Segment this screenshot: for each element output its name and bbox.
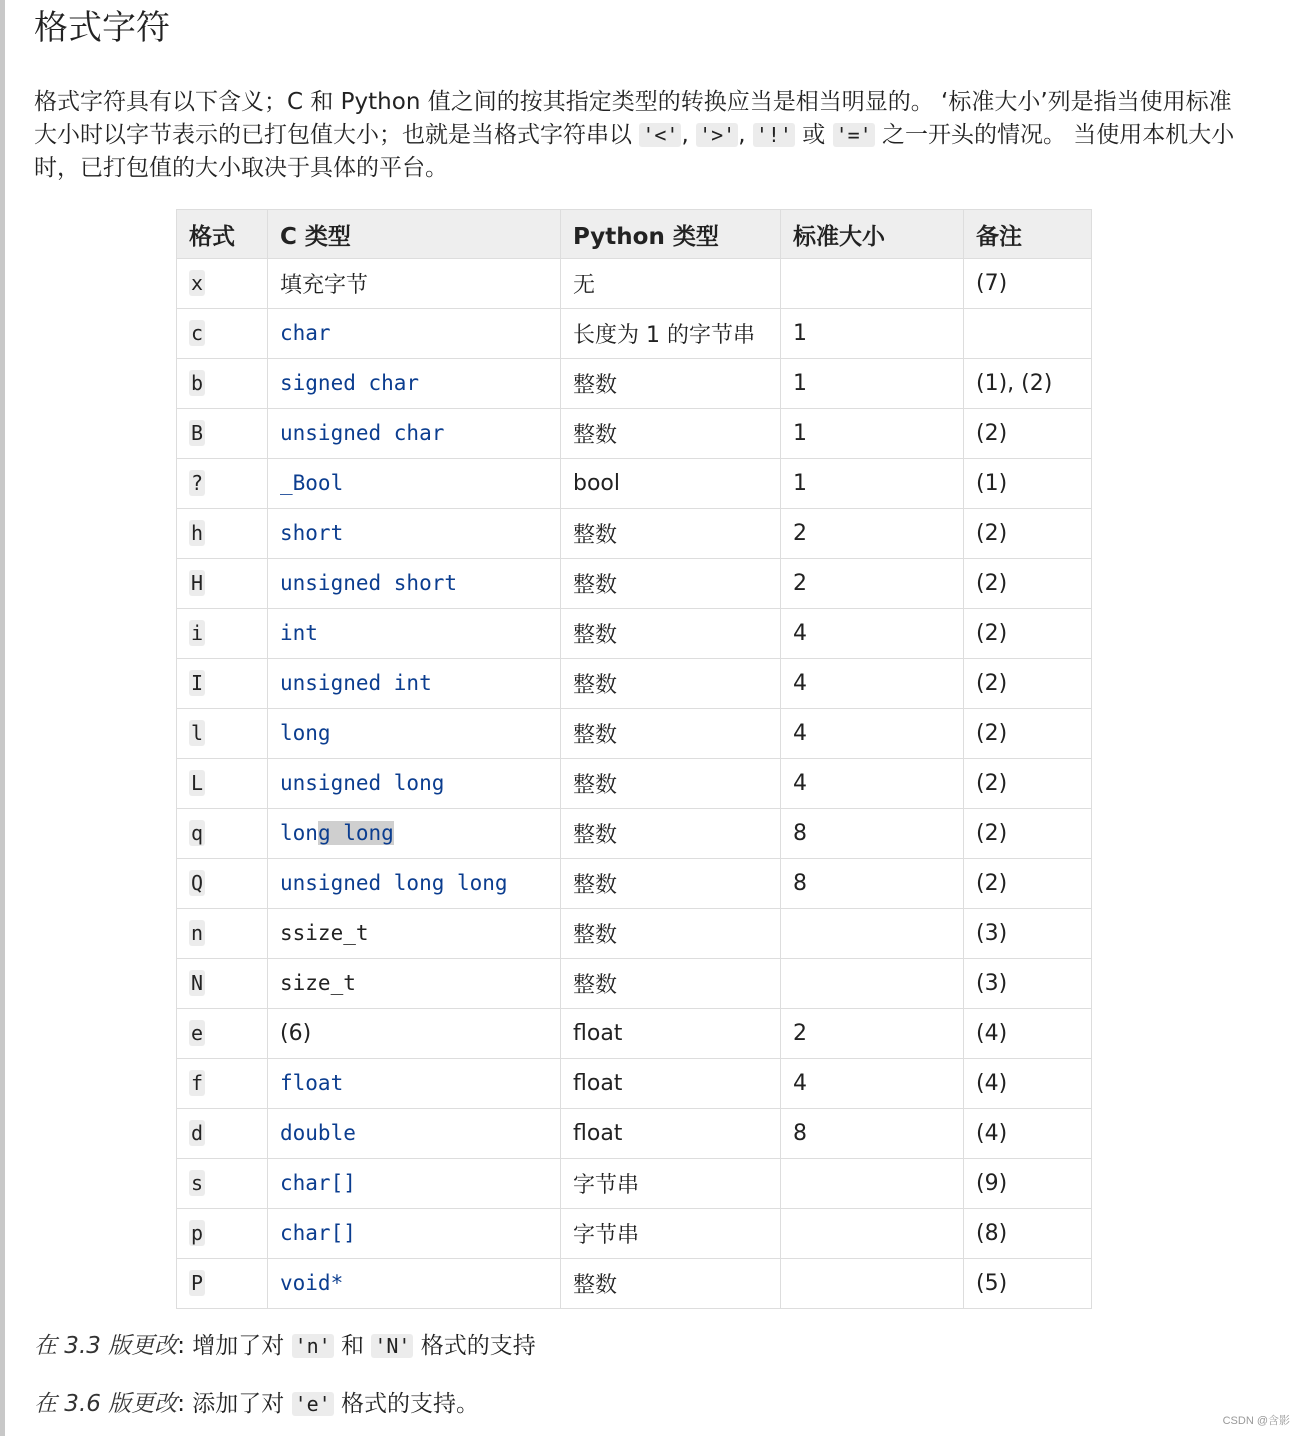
cell-notes: (3) (964, 909, 1092, 959)
c-type-link[interactable]: short (280, 521, 344, 545)
table-row (177, 559, 1092, 609)
change-note-3-3 (34, 1330, 536, 1363)
c-type-link[interactable]: signed char (280, 371, 420, 395)
cell-c-type (268, 1209, 561, 1259)
cell-notes: (2) (964, 859, 1092, 909)
cell-standard-size: 4 (781, 1059, 964, 1109)
format-char-code: H (191, 571, 204, 595)
left-border-bar (0, 0, 5, 1436)
cell-standard-size: 2 (781, 559, 964, 609)
c-type-link[interactable]: _Bool (280, 471, 344, 495)
intro-text-2: 之一开头的情况。 当使用本机大小时，已打包值的大小取决于具体的平台。 (34, 122, 1235, 181)
cell-notes: (2) (964, 759, 1092, 809)
cell-format (177, 459, 268, 509)
cell-c-type (268, 359, 561, 409)
cell-notes: (4) (964, 1009, 1092, 1059)
format-char-code: Q (191, 871, 204, 895)
cell-standard-size: 1 (781, 409, 964, 459)
cell-format (177, 1259, 268, 1309)
cell-format (177, 1109, 268, 1159)
cell-standard-size: 4 (781, 659, 964, 709)
cell-c-type (268, 259, 561, 309)
table-row (177, 1009, 1092, 1059)
c-type-link[interactable]: unsigned char (280, 421, 445, 445)
code-big-endian: '>' (696, 123, 738, 147)
cell-standard-size: 8 (781, 809, 964, 859)
cell-notes: (2) (964, 659, 1092, 709)
cell-standard-size: 4 (781, 709, 964, 759)
table-row (177, 909, 1092, 959)
cell-c-type (268, 909, 561, 959)
cell-python-type: 整数 (561, 559, 781, 609)
intro-text-1: 格式字符具有以下含义；C 和 Python 值之间的按其指定类型的转换应当是相当明显的。 ‘标准大小’列是指当使用标准大小时以字节表示的已打包值大小；也就是当格式字符串以 (34, 89, 1232, 148)
c-type-link[interactable]: char[] (280, 1221, 356, 1245)
cell-format (177, 1009, 268, 1059)
cell-notes: (4) (964, 1059, 1092, 1109)
cell-c-type (268, 409, 561, 459)
format-char-code: b (191, 371, 204, 395)
format-char-code: ? (191, 471, 204, 495)
table-row (177, 759, 1092, 809)
format-char-code: N (191, 971, 204, 995)
cell-python-type: 整数 (561, 409, 781, 459)
table-row (177, 1259, 1092, 1309)
cell-c-type (268, 709, 561, 759)
change-note-3-6 (34, 1388, 479, 1421)
format-char-code: f (191, 1071, 204, 1095)
cell-c-type (268, 1059, 561, 1109)
cell-notes: (1) (964, 459, 1092, 509)
cell-format (177, 859, 268, 909)
cell-standard-size: 1 (781, 359, 964, 409)
cell-c-type (268, 559, 561, 609)
cell-python-type: 字节串 (561, 1209, 781, 1259)
cell-c-type (268, 809, 561, 859)
cell-standard-size: 8 (781, 859, 964, 909)
cell-format (177, 309, 268, 359)
intro-sep-1: , (681, 122, 697, 148)
cell-standard-size: 4 (781, 759, 964, 809)
table-row (177, 1109, 1092, 1159)
code-n: 'n' (292, 1334, 334, 1358)
cell-standard-size (781, 1159, 964, 1209)
c-type-text: size_t (280, 971, 356, 995)
cell-c-type (268, 959, 561, 1009)
cell-python-type: 长度为 1 的字节串 (561, 309, 781, 359)
cell-python-type: 整数 (561, 809, 781, 859)
format-char-code: e (191, 1021, 204, 1045)
table-row (177, 409, 1092, 459)
cell-python-type: 整数 (561, 959, 781, 1009)
cell-format (177, 559, 268, 609)
cell-python-type: 整数 (561, 1259, 781, 1309)
change-text: : 添加了对 (177, 1391, 292, 1417)
change-text-middle: 和 (333, 1333, 372, 1359)
table-row (177, 709, 1092, 759)
c-type-link[interactable]: int (280, 621, 318, 645)
cell-notes: (7) (964, 259, 1092, 309)
format-char-code: p (191, 1221, 204, 1245)
cell-notes: (1), (2) (964, 359, 1092, 409)
c-type-link[interactable]: char[] (280, 1171, 356, 1195)
cell-python-type: 整数 (561, 859, 781, 909)
c-type-link[interactable]: double (280, 1121, 356, 1145)
c-type-text: ssize_t (280, 921, 369, 945)
cell-standard-size: 4 (781, 609, 964, 659)
table-row (177, 509, 1092, 559)
cell-notes: (9) (964, 1159, 1092, 1209)
cell-format (177, 1159, 268, 1209)
cell-notes: (5) (964, 1259, 1092, 1309)
format-char-code: P (191, 1271, 204, 1295)
cell-python-type: 整数 (561, 359, 781, 409)
cell-format (177, 1059, 268, 1109)
format-char-code: L (191, 771, 204, 795)
section-title: 格式字符 (34, 8, 170, 48)
intro-sep-3: 或 (794, 122, 833, 148)
table-header-row (177, 210, 1092, 259)
cell-notes: (2) (964, 609, 1092, 659)
cell-python-type: 整数 (561, 609, 781, 659)
table-row (177, 459, 1092, 509)
c-type-link[interactable]: long (280, 721, 331, 745)
cell-c-type (268, 459, 561, 509)
cell-notes: (2) (964, 409, 1092, 459)
version-changed-label[interactable]: 在 3.6 版更改 (34, 1391, 178, 1417)
c-type-link[interactable]: void* (280, 1271, 344, 1295)
code-N: 'N' (371, 1334, 413, 1358)
cell-notes: (2) (964, 509, 1092, 559)
cell-standard-size (781, 1259, 964, 1309)
cell-format (177, 659, 268, 709)
cell-python-type: 整数 (561, 709, 781, 759)
table-row (177, 609, 1092, 659)
cell-standard-size (781, 959, 964, 1009)
change-text-after: 格式的支持。 (333, 1391, 480, 1417)
cell-python-type: float (561, 1109, 781, 1159)
code-native: '=' (833, 123, 875, 147)
cell-format (177, 1209, 268, 1259)
cell-c-type (268, 609, 561, 659)
cell-python-type: 无 (561, 259, 781, 309)
table-row (177, 859, 1092, 909)
c-type-text: 填充字节 (280, 273, 369, 298)
cell-format (177, 609, 268, 659)
table-row (177, 959, 1092, 1009)
table-row (177, 1209, 1092, 1259)
format-char-code: n (191, 921, 204, 945)
c-type-link[interactable]: float (280, 1071, 344, 1095)
table-row (177, 359, 1092, 409)
cell-notes: (2) (964, 809, 1092, 859)
format-char-code: I (191, 671, 204, 695)
cell-c-type (268, 1159, 561, 1209)
cell-notes: (2) (964, 559, 1092, 609)
cell-python-type: bool (561, 459, 781, 509)
cell-format (177, 909, 268, 959)
table-row (177, 1159, 1092, 1209)
intro-paragraph (34, 86, 1244, 185)
format-char-code: d (191, 1121, 204, 1145)
cell-standard-size: 2 (781, 509, 964, 559)
c-type-link[interactable]: unsigned short (280, 571, 458, 595)
cell-standard-size: 2 (781, 1009, 964, 1059)
header-standard-size: 标准大小 (781, 210, 964, 259)
cell-standard-size (781, 1209, 964, 1259)
format-char-code: B (191, 421, 204, 445)
c-type-text: (6) (280, 1021, 312, 1046)
cell-c-type (268, 1009, 561, 1059)
cell-notes: (4) (964, 1109, 1092, 1159)
format-characters-table (176, 209, 1092, 1309)
cell-python-type: 字节串 (561, 1159, 781, 1209)
format-char-code: q (191, 821, 204, 845)
cell-notes: (3) (964, 959, 1092, 1009)
header-python-type: Python 类型 (561, 210, 781, 259)
format-char-code: i (191, 621, 204, 645)
cell-c-type (268, 309, 561, 359)
c-type-link[interactable]: unsigned long long (280, 871, 508, 895)
cell-notes: (2) (964, 709, 1092, 759)
cell-notes: (8) (964, 1209, 1092, 1259)
code-little-endian: '<' (639, 123, 681, 147)
format-char-code: c (191, 321, 204, 345)
cell-python-type: float (561, 1059, 781, 1109)
intro-sep-2: , (738, 122, 753, 148)
cell-python-type: float (561, 1009, 781, 1059)
header-notes: 备注 (964, 210, 1092, 259)
cell-c-type (268, 1109, 561, 1159)
cell-c-type (268, 859, 561, 909)
cell-python-type: 整数 (561, 909, 781, 959)
code-network: '!' (753, 123, 795, 147)
table-row (177, 809, 1092, 859)
format-char-code: s (191, 1171, 204, 1195)
cell-format (177, 259, 268, 309)
c-type-link[interactable]: unsigned int (280, 671, 432, 695)
table-body (177, 259, 1092, 1309)
watermark: CSDN @含影 (1222, 1415, 1290, 1427)
header-format: 格式 (177, 210, 268, 259)
change-text: : 增加了对 (177, 1333, 292, 1359)
cell-format (177, 759, 268, 809)
cell-format (177, 709, 268, 759)
cell-format (177, 409, 268, 459)
cell-format (177, 359, 268, 409)
c-type-link[interactable]: char (280, 321, 331, 345)
cell-c-type (268, 1259, 561, 1309)
c-type-link[interactable]: long long (280, 821, 394, 845)
cell-format (177, 959, 268, 1009)
table-row (177, 659, 1092, 709)
cell-standard-size (781, 259, 964, 309)
cell-format (177, 509, 268, 559)
code-e: 'e' (292, 1392, 334, 1416)
cell-standard-size: 1 (781, 309, 964, 359)
format-char-code: x (191, 271, 204, 295)
cell-standard-size: 1 (781, 459, 964, 509)
cell-standard-size (781, 909, 964, 959)
cell-c-type (268, 659, 561, 709)
cell-c-type (268, 759, 561, 809)
cell-python-type: 整数 (561, 659, 781, 709)
change-text-after: 格式的支持 (413, 1333, 536, 1359)
c-type-link[interactable]: unsigned long (280, 771, 445, 795)
cell-format (177, 809, 268, 859)
cell-c-type (268, 509, 561, 559)
table-row (177, 1059, 1092, 1109)
format-char-code: l (191, 721, 204, 745)
table-row (177, 259, 1092, 309)
header-c-type: C 类型 (268, 210, 561, 259)
table-row (177, 309, 1092, 359)
format-char-code: h (191, 521, 204, 545)
version-changed-label[interactable]: 在 3.3 版更改 (34, 1333, 178, 1359)
cell-python-type: 整数 (561, 759, 781, 809)
cell-standard-size: 8 (781, 1109, 964, 1159)
cell-notes (964, 309, 1092, 359)
cell-python-type: 整数 (561, 509, 781, 559)
